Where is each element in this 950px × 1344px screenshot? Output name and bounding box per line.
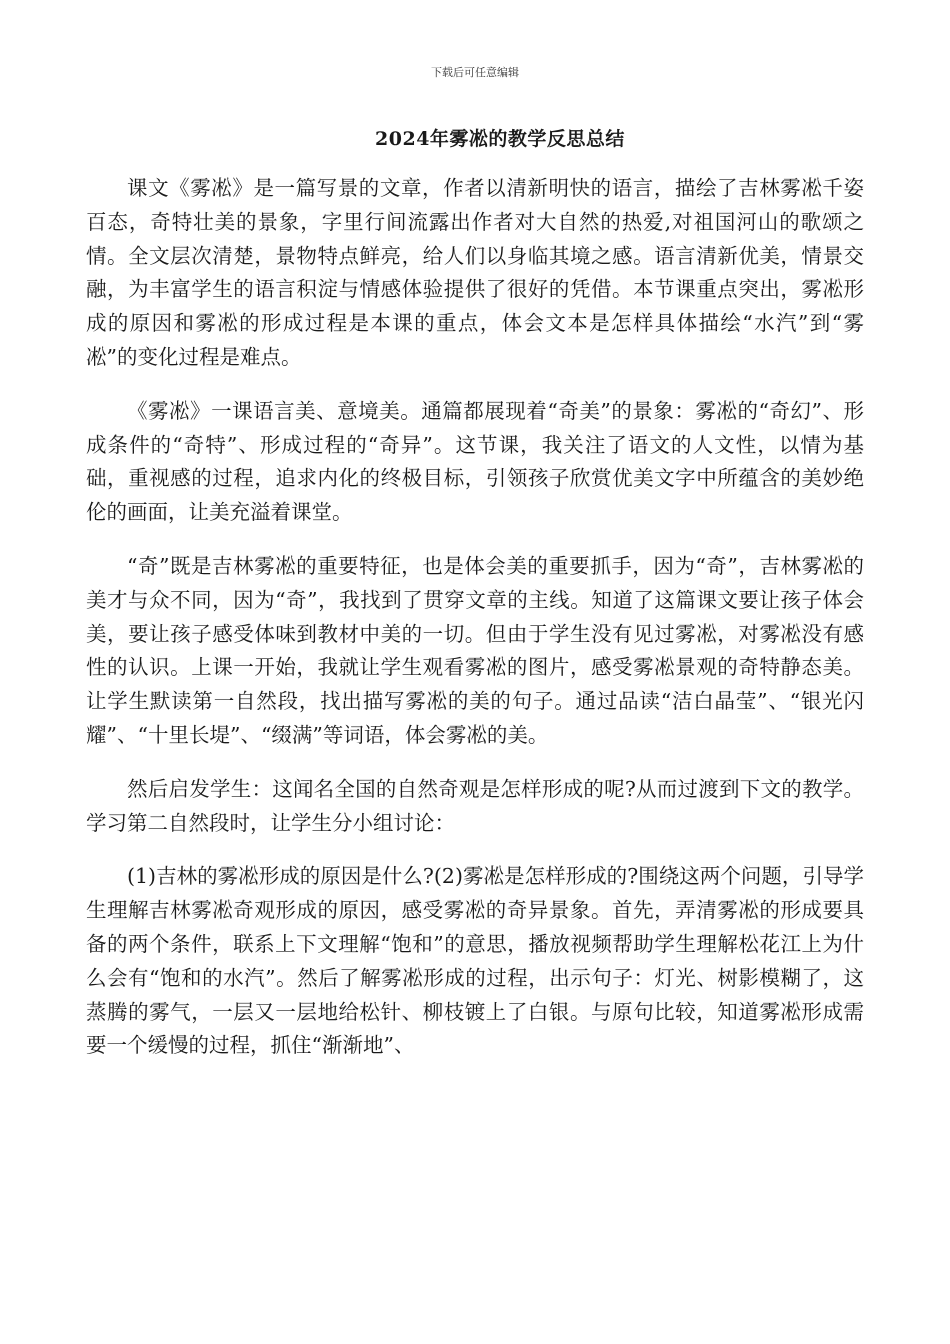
document-title: 2024年雾凇的教学反思总结	[375, 128, 625, 150]
paragraph: 然后启发学生：这闻名全国的自然奇观是怎样形成的呢?从而过渡到下文的教学。学习第二自然段时，让学生分小组讨论：	[86, 776, 864, 835]
document-body	[86, 172, 864, 1083]
paragraph: 《雾凇》一课语言美、意境美。通篇都展现着“奇美”的景象：雾凇的“奇幻”、形成条件的“奇特”、形成过程的“奇异”。这节课，我关注了语文的人文性，以情为基础，重视感的过程，追求内化的终极目标，引领孩子欣赏优美文字中所蕴含的美妙绝伦的画面，让美充溢着课堂。	[86, 398, 864, 525]
paragraph: (1)吉林的雾凇形成的原因是什么?(2)雾凇是怎样形成的?围绕这两个问题，引导学生理解吉林雾凇奇观形成的原因，感受雾凇的奇异景象。首先，弄清雾凇的形成要具备的两个条件，联系上下文理解“饱和”的意思，播放视频帮助学生理解松花江上为什么会有“饱和的水汽”。然后了解雾凇形成的过程，出示句子：灯光、树影模糊了，这蒸腾的雾气，一层又一层地给松针、柳枝镀上了白银。与原句比较，知道雾凇形成需要一个缓慢的过程，抓住“渐渐地”、	[86, 864, 864, 1058]
paragraph: “奇”既是吉林雾凇的重要特征，也是体会美的重要抓手，因为“奇”，吉林雾凇的美才与众不同，因为“奇”，我找到了贯穿文章的主线。知道了这篇课文要让孩子体会美，要让孩子感受体味到教材中美的一切。但由于学生没有见过雾凇，对雾凇没有感性的认识。上课一开始，我就让学生观看雾凇的图片，感受雾凇景观的奇特静态美。让学生默读第一自然段，找出描写雾凇的美的句子。通过品读“洁白晶莹”、“银光闪耀”、“十里长堤”、“缀满”等词语，体会雾凇的美。	[86, 553, 864, 747]
header-note: 下载后可任意编辑	[431, 66, 519, 79]
paragraph: 课文《雾凇》是一篇写景的文章，作者以清新明快的语言，描绘了吉林雾凇千姿百态，奇特壮美的景象，字里行间流露出作者对大自然的热爱,对祖国河山的歌颂之情。全文层次清楚，景物特点鲜亮，给人们以身临其境之感。语言清新优美，情景交融，为丰富学生的语言积淀与情感体验提供了很好的凭借。本节课重点突出，雾凇形成的原因和雾凇的形成过程是本课的重点，体会文本是怎样具体描绘“水汽”到“雾凇”的变化过程是难点。	[86, 176, 864, 369]
